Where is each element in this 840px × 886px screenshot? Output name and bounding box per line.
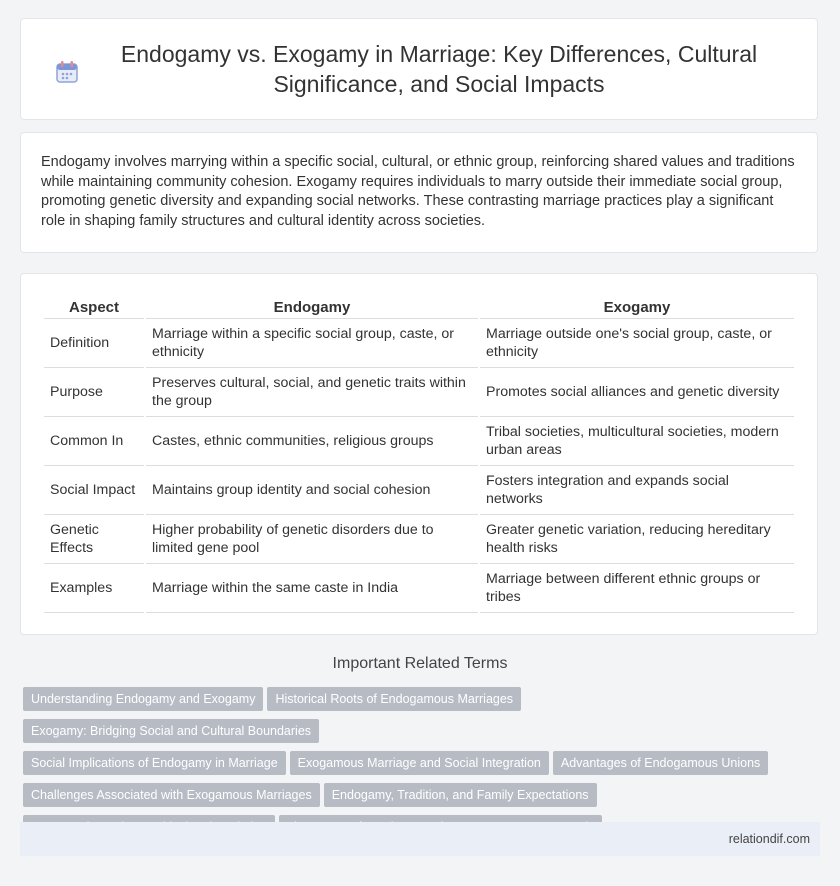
header-endogamy: Endogamy [146,296,478,319]
related-term-link[interactable]: Challenges Associated with Exogamous Marriages [23,783,320,807]
row-aspect: Common In [44,417,144,466]
row-endogamy: Marriage within the same caste in India [146,564,478,613]
footer [20,822,820,856]
header-aspect: Aspect [44,296,144,319]
row-exogamy: Promotes social alliances and genetic diversity [480,368,794,417]
table-header-row [44,296,794,319]
row-aspect: Examples [44,564,144,613]
table-row [44,319,794,368]
row-aspect: Definition [44,319,144,368]
related-term-link[interactable]: Historical Roots of Endogamous Marriages [267,687,521,711]
table-row [44,515,794,564]
table-row [44,466,794,515]
row-endogamy: Marriage within a specific social group, caste, or ethnicity [146,319,478,368]
table-row [44,564,794,613]
related-term-link[interactable]: Social Implications of Endogamy in Marriage [23,751,286,775]
comparison-table [42,296,796,613]
related-term-link[interactable]: Understanding Endogamy and Exogamy [23,687,263,711]
row-endogamy: Higher probability of genetic disorders due to limited gene pool [146,515,478,564]
calendar-icon [54,59,80,85]
row-endogamy: Maintains group identity and social cohesion [146,466,478,515]
footer-site-link[interactable]: relationdif.com [728,832,810,846]
related-terms-title: Important Related Terms [332,655,508,672]
header-exogamy: Exogamy [480,296,794,319]
row-exogamy: Fosters integration and expands social networks [480,466,794,515]
row-aspect: Purpose [44,368,144,417]
comparison-table-card [20,273,818,635]
related-term-link[interactable]: Exogamous Marriage and Social Integration [290,751,549,775]
title-wrap [54,39,784,99]
related-term-link[interactable]: Exogamy: Bridging Social and Cultural Boundaries [23,719,319,743]
row-exogamy: Greater genetic variation, reducing hereditary health risks [480,515,794,564]
table-row [44,417,794,466]
related-term-link[interactable]: Advantages of Endogamous Unions [553,751,768,775]
intro-text: Endogamy involves marrying within a specific social, cultural, or ethnic group, reinforcing shared values and traditions while maintaining community cohesion. Exogamy requires individuals to marry outside their immediate social group, promoting genetic diversity and expanding social networks. These contrasting marriage practices play a significant role in shaping family structures and cultural identity across societies. [41,154,795,229]
row-endogamy: Preserves cultural, social, and genetic traits within the group [146,368,478,417]
header-card [20,18,818,120]
row-exogamy: Marriage outside one's social group, caste, or ethnicity [480,319,794,368]
row-exogamy: Tribal societies, multicultural societies, modern urban areas [480,417,794,466]
row-aspect: Genetic Effects [44,515,144,564]
intro-card [20,132,818,253]
table-row [44,368,794,417]
row-aspect: Social Impact [44,466,144,515]
related-term-link[interactable]: Endogamy, Tradition, and Family Expectations [324,783,597,807]
row-exogamy: Marriage between different ethnic groups or tribes [480,564,794,613]
row-endogamy: Castes, ethnic communities, religious groups [146,417,478,466]
page-title: Endogamy vs. Exogamy in Marriage: Key Differences, Cultural Significance, and Social Impacts [120,41,758,97]
